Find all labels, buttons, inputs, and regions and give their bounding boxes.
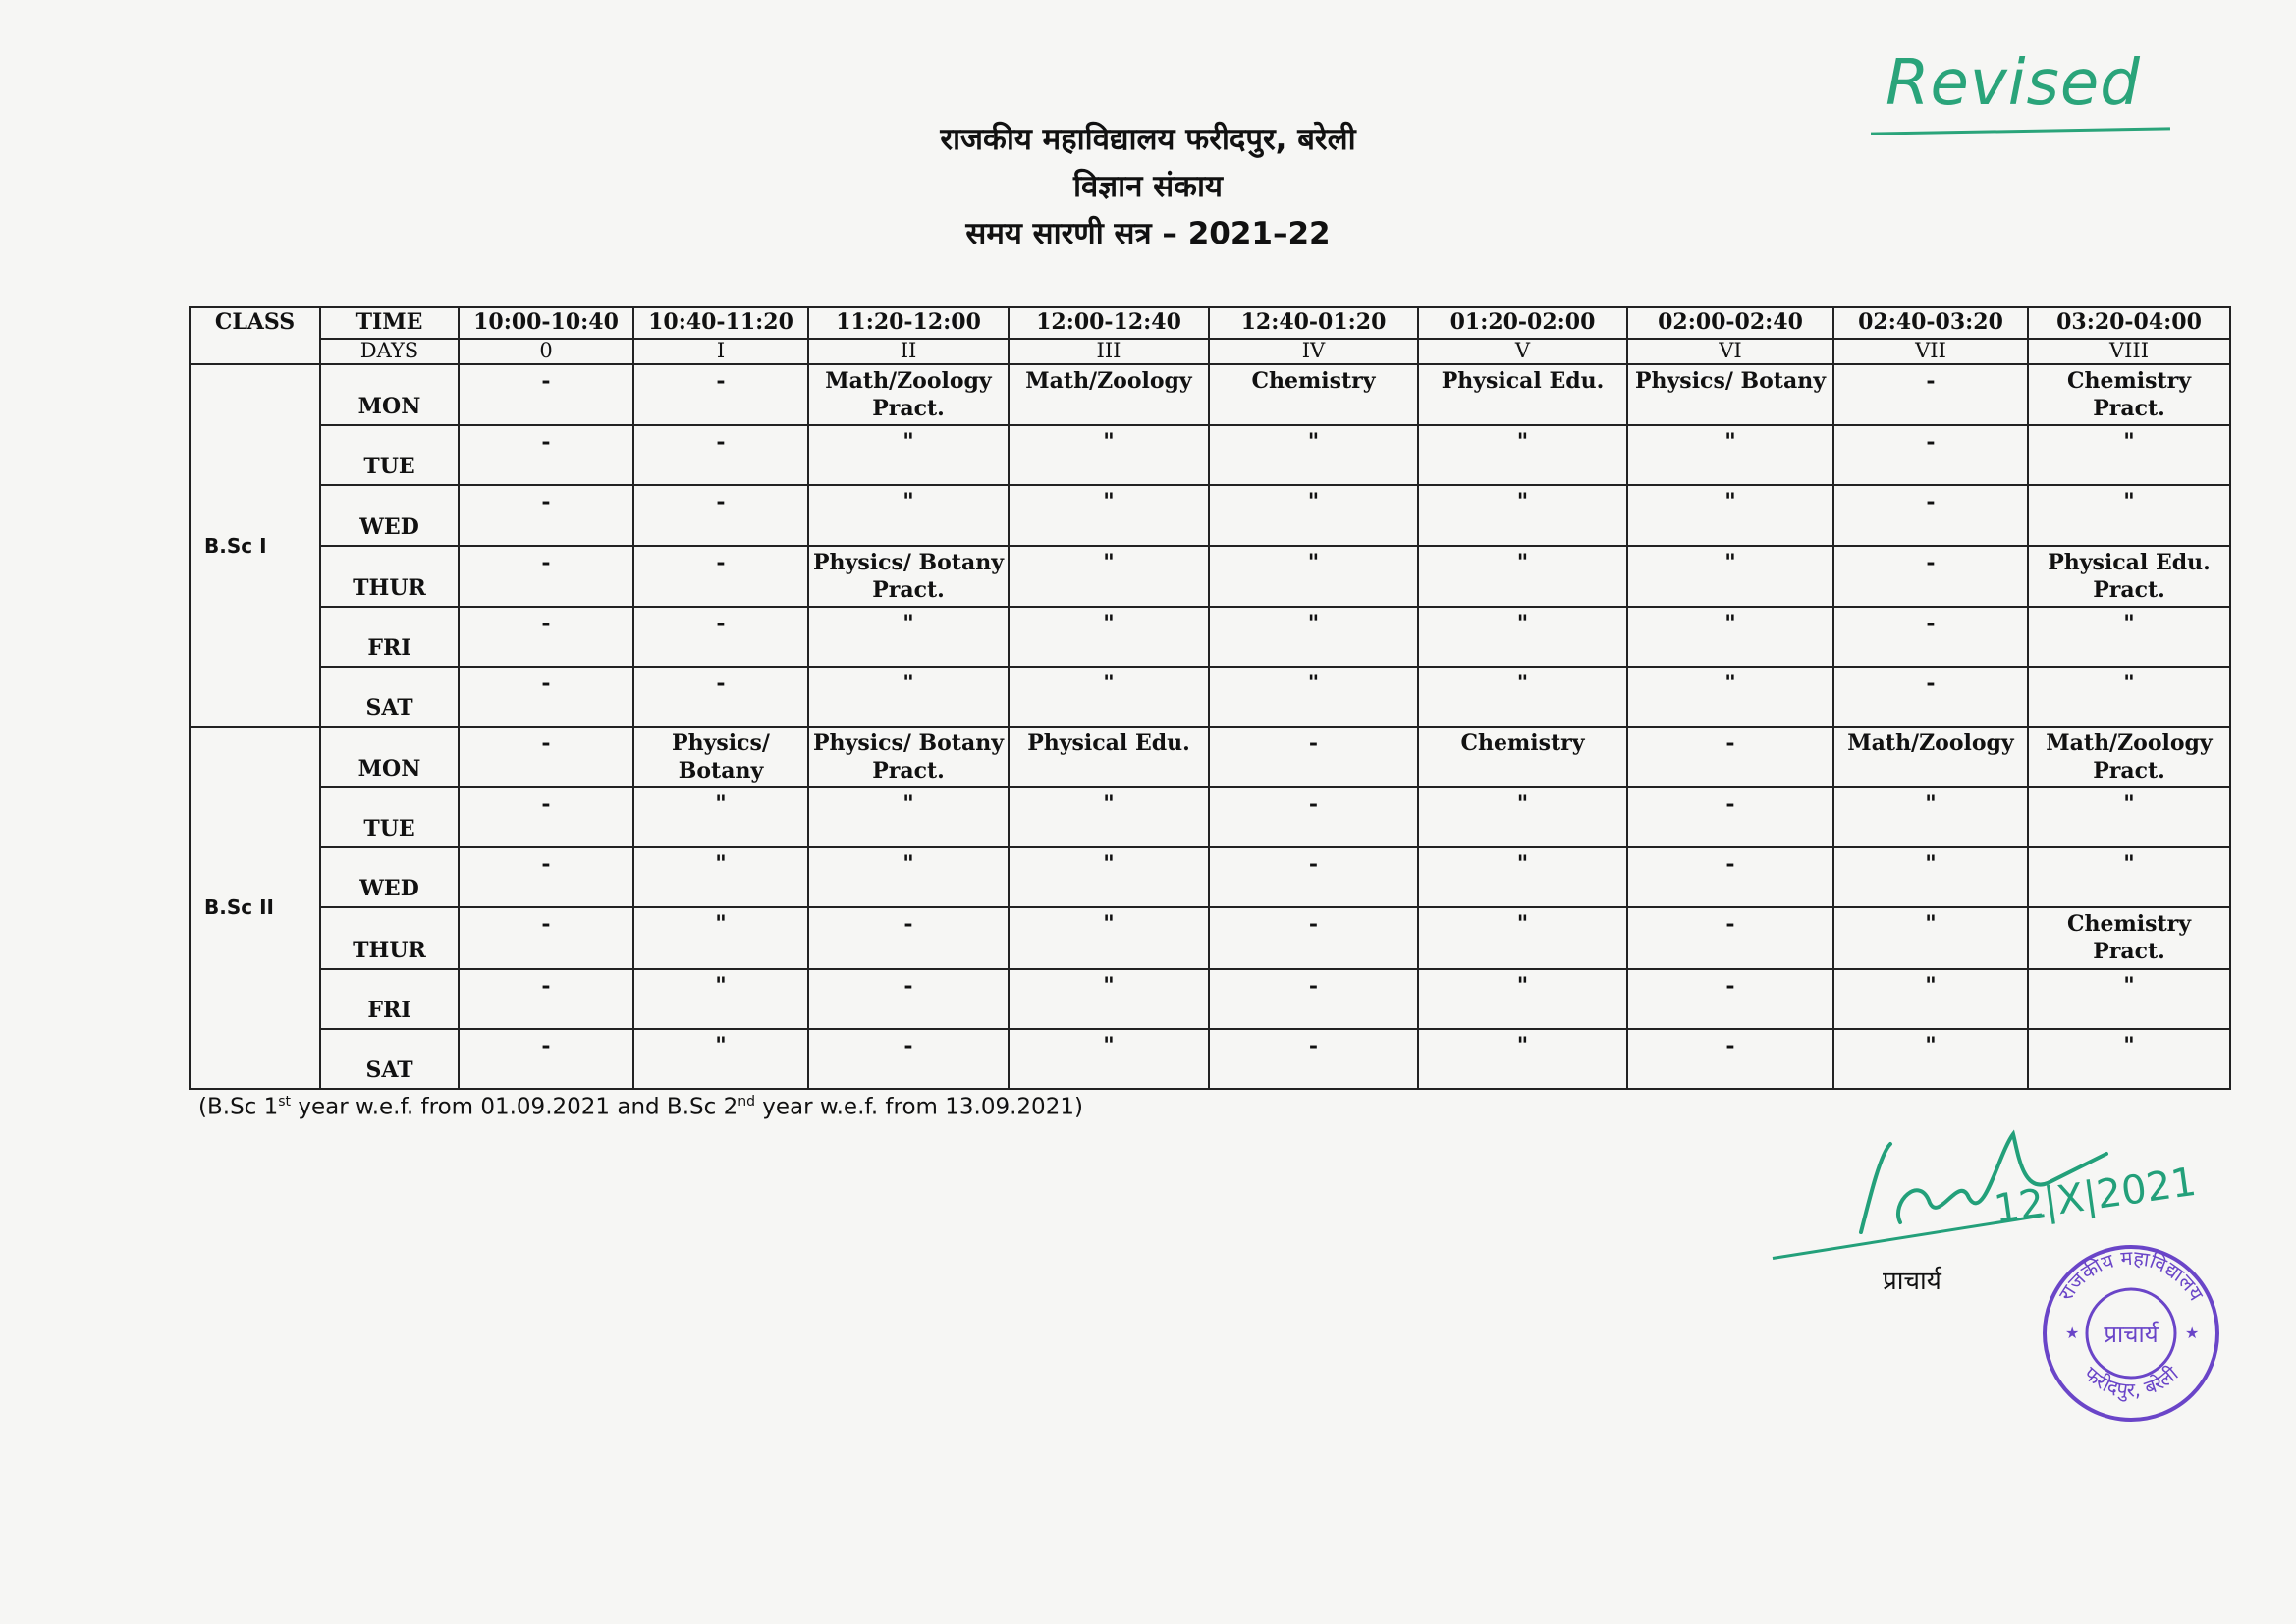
subject-cell: - xyxy=(808,1029,1009,1089)
subject-cell: Physical Edu. xyxy=(1418,364,1627,425)
subject-cell: " xyxy=(1418,607,1627,667)
class-name: B.Sc I xyxy=(190,364,320,727)
day-name: WED xyxy=(320,847,459,907)
subject-cell: " xyxy=(1418,546,1627,607)
table-row xyxy=(190,546,2230,607)
subject-cell: " xyxy=(1627,667,1833,727)
subject-cell: - xyxy=(1627,969,1833,1029)
subject-cell: - xyxy=(1627,847,1833,907)
subject-cell: - xyxy=(1209,1029,1418,1089)
faculty-name: विज्ञान संकाय xyxy=(1073,169,1223,204)
subject-cell: - xyxy=(633,607,808,667)
subject-cell: " xyxy=(1009,787,1209,847)
time-slot: 02:00-02:40 xyxy=(1627,307,1833,339)
subject-cell: " xyxy=(1009,425,1209,485)
subject-cell: " xyxy=(1833,907,2028,968)
day-name: SAT xyxy=(320,667,459,727)
day-name: FRI xyxy=(320,607,459,667)
period-number: V xyxy=(1418,339,1627,364)
subject-cell: - xyxy=(1833,607,2028,667)
subject-cell: " xyxy=(1833,1029,2028,1089)
document-header xyxy=(0,116,2296,257)
time-slot: 02:40-03:20 xyxy=(1833,307,2028,339)
subject-cell: - xyxy=(1833,485,2028,545)
subject-cell: - xyxy=(1209,907,1418,968)
subject-cell: - xyxy=(1209,969,1418,1029)
subject-cell: Physics/ Botany Pract. xyxy=(808,546,1009,607)
subject-cell: - xyxy=(808,969,1009,1029)
seal-star-icon: ★ xyxy=(2065,1324,2080,1342)
principal-label: प्राचार्य xyxy=(1883,1267,1941,1296)
subject-cell: " xyxy=(1418,425,1627,485)
subject-cell: " xyxy=(633,787,808,847)
table-row xyxy=(190,485,2230,545)
table-row xyxy=(190,847,2230,907)
subject-cell: - xyxy=(1627,907,1833,968)
subject-cell: " xyxy=(1009,485,1209,545)
table-row xyxy=(190,969,2230,1029)
subject-cell: " xyxy=(1627,485,1833,545)
subject-cell: Chemistry Pract. xyxy=(2028,907,2230,968)
subject-cell: " xyxy=(2028,787,2230,847)
period-number: I xyxy=(633,339,808,364)
subject-cell: Math/Zoology xyxy=(1009,364,1209,425)
subject-cell: " xyxy=(1009,969,1209,1029)
subject-cell: Chemistry xyxy=(1418,727,1627,787)
subject-cell: " xyxy=(1833,969,2028,1029)
subject-cell: - xyxy=(633,667,808,727)
subject-cell: " xyxy=(633,847,808,907)
seal-star-icon: ★ xyxy=(2185,1324,2200,1342)
subject-cell: " xyxy=(1009,607,1209,667)
day-name: WED xyxy=(320,485,459,545)
subject-cell: - xyxy=(633,425,808,485)
subject-cell: - xyxy=(459,485,633,545)
subject-cell: " xyxy=(1209,667,1418,727)
subject-cell: " xyxy=(1418,969,1627,1029)
time-slot: 01:20-02:00 xyxy=(1418,307,1627,339)
subject-cell: " xyxy=(2028,847,2230,907)
subject-cell: - xyxy=(459,546,633,607)
subject-cell: " xyxy=(1418,847,1627,907)
table-row xyxy=(190,1029,2230,1089)
days-label: DAYS xyxy=(320,339,459,364)
seal-center-text: प्राचार्य xyxy=(2104,1321,2159,1348)
subject-cell: - xyxy=(459,364,633,425)
subject-cell: - xyxy=(459,847,633,907)
subject-cell: " xyxy=(2028,425,2230,485)
subject-cell: Math/Zoology Pract. xyxy=(808,364,1009,425)
subject-cell: Physics/ Botany Pract. xyxy=(808,727,1009,787)
subject-cell: - xyxy=(1627,727,1833,787)
time-slot: 10:40-11:20 xyxy=(633,307,808,339)
time-slot: 12:40-01:20 xyxy=(1209,307,1418,339)
period-number: IV xyxy=(1209,339,1418,364)
subject-cell: Physical Edu. xyxy=(1009,727,1209,787)
signature-date: 12|X|2021 xyxy=(1991,1159,2200,1233)
subject-cell: " xyxy=(1209,607,1418,667)
subject-cell: " xyxy=(1009,847,1209,907)
time-header-row xyxy=(190,307,2230,339)
subject-cell: - xyxy=(1209,787,1418,847)
day-name: THUR xyxy=(320,907,459,968)
footnote-sup: st xyxy=(278,1094,292,1110)
subject-cell: " xyxy=(1627,546,1833,607)
college-name: राजकीय महाविद्यालय फरीदपुर, बरेली xyxy=(940,122,1356,157)
subject-cell: Physics/ Botany xyxy=(1627,364,1833,425)
footnote-sup: nd xyxy=(738,1094,755,1110)
subject-cell: " xyxy=(2028,969,2230,1029)
time-slot: 03:20-04:00 xyxy=(2028,307,2230,339)
period-number: VII xyxy=(1833,339,2028,364)
day-name: FRI xyxy=(320,969,459,1029)
day-name: MON xyxy=(320,364,459,425)
subject-cell: " xyxy=(1209,485,1418,545)
subject-cell: - xyxy=(1209,727,1418,787)
subject-cell: " xyxy=(2028,607,2230,667)
subject-cell: - xyxy=(1833,546,2028,607)
subject-cell: " xyxy=(808,425,1009,485)
subject-cell: " xyxy=(1209,425,1418,485)
day-name: TUE xyxy=(320,425,459,485)
subject-cell: " xyxy=(808,607,1009,667)
class-name: B.Sc II xyxy=(190,727,320,1089)
subject-cell: " xyxy=(1009,1029,1209,1089)
period-number: II xyxy=(808,339,1009,364)
subject-cell: Physics/ Botany xyxy=(633,727,808,787)
period-number: III xyxy=(1009,339,1209,364)
table-row xyxy=(190,364,2230,425)
day-name: MON xyxy=(320,727,459,787)
subject-cell: - xyxy=(1627,1029,1833,1089)
subject-cell: " xyxy=(1627,425,1833,485)
subject-cell: - xyxy=(459,1029,633,1089)
seal-top-text: राजकीय महाविद्यालय xyxy=(2053,1245,2209,1305)
subject-cell: " xyxy=(1009,667,1209,727)
subject-cell: - xyxy=(459,425,633,485)
subject-cell: " xyxy=(1009,546,1209,607)
subject-cell: - xyxy=(459,907,633,968)
svg-text:राजकीय महाविद्यालय xyxy=(2053,1246,2209,1305)
footnote-part: (B.Sc 1 xyxy=(198,1094,279,1120)
effective-date-note xyxy=(198,1094,1083,1120)
subject-cell: - xyxy=(1833,364,2028,425)
revised-annotation: Revised xyxy=(1886,47,2141,120)
subject-cell: - xyxy=(1209,847,1418,907)
subject-cell: " xyxy=(1209,546,1418,607)
period-number: VI xyxy=(1627,339,1833,364)
table-row xyxy=(190,667,2230,727)
table-row xyxy=(190,727,2230,787)
subject-cell: " xyxy=(633,969,808,1029)
subject-cell: Physical Edu. Pract. xyxy=(2028,546,2230,607)
subject-cell: " xyxy=(2028,1029,2230,1089)
footnote-part: year w.e.f. from 01.09.2021 and B.Sc 2 xyxy=(291,1094,738,1120)
period-number: VIII xyxy=(2028,339,2230,364)
day-name: THUR xyxy=(320,546,459,607)
period-header-row xyxy=(190,339,2230,364)
subject-cell: " xyxy=(1009,907,1209,968)
subject-cell: " xyxy=(1418,787,1627,847)
subject-cell: " xyxy=(1418,1029,1627,1089)
seal-bottom-text: फरीदपुर, बरेली xyxy=(2079,1361,2183,1402)
subject-cell: " xyxy=(633,907,808,968)
subject-cell: - xyxy=(459,667,633,727)
subject-cell: " xyxy=(808,847,1009,907)
subject-cell: Math/Zoology Pract. xyxy=(2028,727,2230,787)
subject-cell: - xyxy=(1833,667,2028,727)
subject-cell: - xyxy=(808,907,1009,968)
time-slot: 12:00-12:40 xyxy=(1009,307,1209,339)
period-number: 0 xyxy=(459,339,633,364)
time-label: TIME xyxy=(320,307,459,339)
time-slot: 11:20-12:00 xyxy=(808,307,1009,339)
subject-cell: Chemistry Pract. xyxy=(2028,364,2230,425)
table-row xyxy=(190,787,2230,847)
timetable xyxy=(189,306,2231,1090)
table-row xyxy=(190,907,2230,968)
day-name: TUE xyxy=(320,787,459,847)
subject-cell: - xyxy=(459,969,633,1029)
subject-cell: " xyxy=(633,1029,808,1089)
subject-cell: - xyxy=(633,546,808,607)
footnote-part: year w.e.f. from 13.09.2021) xyxy=(754,1094,1083,1120)
table-row xyxy=(190,425,2230,485)
subject-cell: - xyxy=(633,485,808,545)
subject-cell: " xyxy=(1418,907,1627,968)
subject-cell: Math/Zoology xyxy=(1833,727,2028,787)
subject-cell: " xyxy=(808,787,1009,847)
subject-cell: " xyxy=(1627,607,1833,667)
subject-cell: - xyxy=(1833,425,2028,485)
session-title: समय सारणी सत्र – 2021–22 xyxy=(965,216,1331,251)
subject-cell: " xyxy=(2028,667,2230,727)
subject-cell: - xyxy=(459,787,633,847)
subject-cell: " xyxy=(1418,485,1627,545)
subject-cell: " xyxy=(808,667,1009,727)
time-slot: 10:00-10:40 xyxy=(459,307,633,339)
subject-cell: - xyxy=(459,607,633,667)
table-row xyxy=(190,607,2230,667)
class-header: CLASS xyxy=(190,307,320,364)
seal-stamp xyxy=(2038,1240,2224,1427)
subject-cell: - xyxy=(633,364,808,425)
subject-cell: - xyxy=(459,727,633,787)
subject-cell: " xyxy=(1418,667,1627,727)
day-name: SAT xyxy=(320,1029,459,1089)
subject-cell: " xyxy=(1833,847,2028,907)
svg-text:फरीदपुर, बरेली xyxy=(2079,1361,2183,1403)
subject-cell: " xyxy=(1833,787,2028,847)
subject-cell: " xyxy=(808,485,1009,545)
subject-cell: " xyxy=(2028,485,2230,545)
subject-cell: - xyxy=(1627,787,1833,847)
subject-cell: Chemistry xyxy=(1209,364,1418,425)
